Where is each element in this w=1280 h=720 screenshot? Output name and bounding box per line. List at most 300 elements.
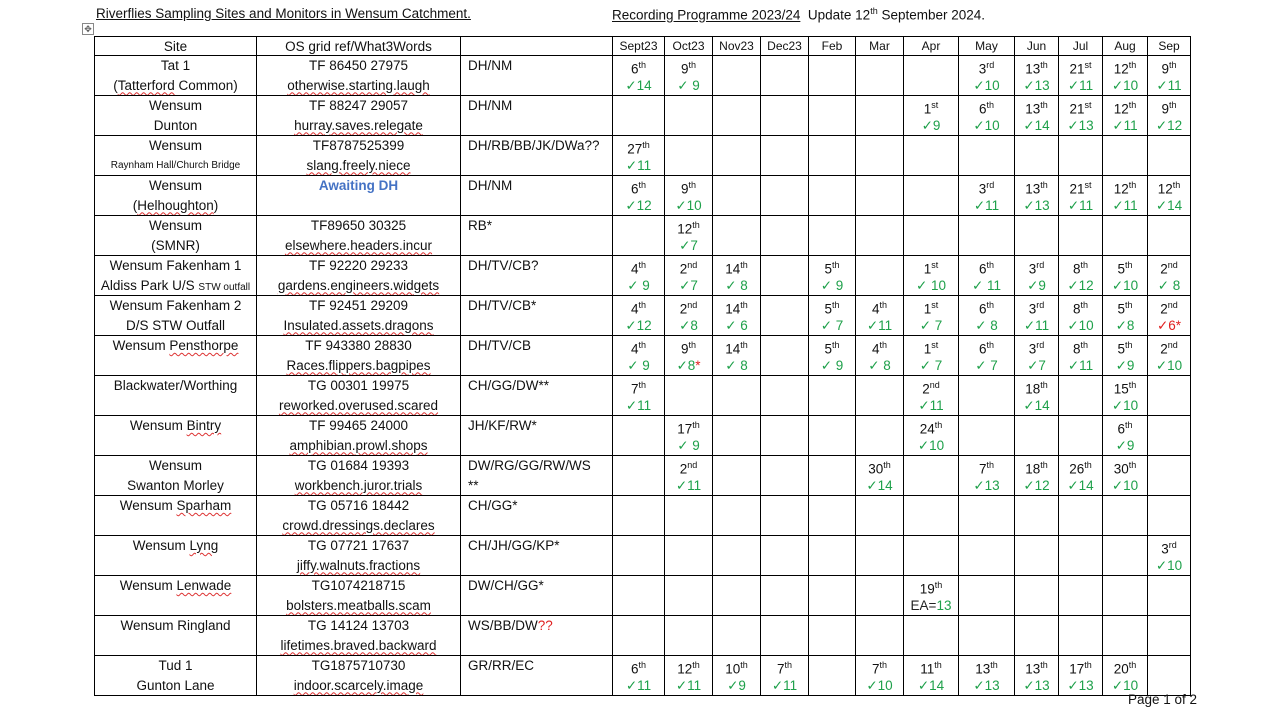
sample-cell bbox=[1148, 336, 1191, 376]
monitors-cell bbox=[461, 336, 613, 376]
date-suffix: th bbox=[1040, 660, 1048, 670]
sample-cell bbox=[904, 416, 959, 456]
date-suffix: th bbox=[1172, 180, 1181, 190]
date-suffix: rd bbox=[1036, 260, 1045, 270]
monitors: DH/NM bbox=[468, 98, 513, 113]
sample-cell bbox=[665, 416, 713, 456]
sample-cell bbox=[959, 576, 1015, 616]
sample-date: 21st bbox=[1069, 100, 1092, 117]
sample-score: ✓11 bbox=[1067, 77, 1094, 93]
sample-cell bbox=[613, 136, 665, 176]
sample-score: ✓11 bbox=[1112, 197, 1138, 213]
sample-cell bbox=[1103, 576, 1148, 616]
sample-date: 2nd bbox=[679, 260, 698, 277]
sample-score: ✓10 bbox=[1155, 557, 1183, 573]
sample-cell bbox=[959, 56, 1015, 96]
sample-cell bbox=[1103, 616, 1148, 656]
sample-cell bbox=[856, 256, 904, 296]
sample-date: 9th bbox=[680, 340, 697, 357]
sample-date: 4th bbox=[630, 300, 647, 317]
sample-cell bbox=[959, 656, 1015, 696]
sample-cell bbox=[761, 136, 809, 176]
grid-ref-cell bbox=[257, 376, 461, 416]
sample-score: ✓10 bbox=[973, 117, 1000, 133]
sample-score: ✓10 bbox=[1067, 317, 1094, 333]
sample-date: 5th bbox=[1117, 260, 1133, 277]
column-header: OS grid ref/What3Words bbox=[257, 37, 461, 56]
sample-date: 3rd bbox=[1028, 300, 1045, 317]
monitors: DH/TV/CB* bbox=[468, 298, 537, 313]
sample-score: ✓12 bbox=[1155, 117, 1183, 133]
date-suffix: th bbox=[1169, 60, 1177, 70]
sample-cell bbox=[1059, 416, 1103, 456]
date-suffix: th bbox=[1125, 300, 1133, 310]
sample-date: 12th bbox=[1113, 180, 1137, 197]
sample-score: ✓9 bbox=[727, 677, 746, 693]
sample-cell bbox=[665, 336, 713, 376]
table-row bbox=[95, 536, 1191, 576]
sample-cell bbox=[856, 56, 904, 96]
sample-date: 5th bbox=[1117, 300, 1133, 317]
grid-ref: TF8787525399 bbox=[312, 138, 405, 153]
sample-date: 2nd bbox=[1160, 340, 1178, 357]
sample-cell bbox=[1148, 416, 1191, 456]
sample-score: ✓ 7 bbox=[820, 317, 844, 333]
sample-cell bbox=[665, 96, 713, 136]
monitors: JH/KF/RW* bbox=[468, 418, 537, 433]
sample-cell bbox=[856, 296, 904, 336]
grid-ref: Awaiting DH bbox=[318, 178, 399, 193]
page-indicator: Page 1 of 2 bbox=[1128, 692, 1198, 707]
sample-cell bbox=[809, 656, 856, 696]
site-cell bbox=[95, 416, 257, 456]
sample-score: ✓11 bbox=[675, 677, 702, 693]
site-cell bbox=[95, 496, 257, 536]
sample-cell bbox=[761, 216, 809, 256]
site-name: Wensum Fakenham 1 bbox=[109, 258, 242, 273]
grid-ref: TG 05716 18442 bbox=[307, 498, 410, 513]
date-suffix: st bbox=[931, 340, 939, 350]
column-header bbox=[461, 37, 613, 56]
monitors-cell bbox=[461, 416, 613, 456]
sample-date: 30th bbox=[1113, 460, 1137, 477]
sample-cell bbox=[713, 336, 761, 376]
date-suffix: nd bbox=[1167, 300, 1178, 310]
site-name: Wensum bbox=[148, 458, 203, 473]
sample-date: 11th bbox=[920, 660, 942, 677]
sample-date: 18th bbox=[1025, 460, 1048, 477]
sample-cell bbox=[1059, 456, 1103, 496]
table-row bbox=[95, 576, 1191, 616]
date-suffix: nd bbox=[687, 460, 698, 470]
date-suffix: th bbox=[1125, 420, 1133, 430]
sample-cell bbox=[613, 256, 665, 296]
date-suffix: st bbox=[1084, 60, 1092, 70]
date-suffix: th bbox=[1040, 380, 1048, 390]
site-subname-word: Helhoughton bbox=[137, 197, 214, 213]
site-name: Wensum Pensthorpe bbox=[112, 338, 239, 353]
sample-cell bbox=[904, 536, 959, 576]
sample-cell bbox=[856, 376, 904, 416]
sample-cell bbox=[1103, 536, 1148, 576]
sample-cell bbox=[761, 616, 809, 656]
what3words: crowd.dressings.declares bbox=[282, 517, 435, 533]
sample-cell bbox=[1148, 536, 1191, 576]
sample-score: ✓12 bbox=[625, 317, 652, 333]
sample-score: ✓11 bbox=[675, 477, 702, 493]
monitors: DH/NM bbox=[468, 178, 513, 193]
sample-date: 12th bbox=[1113, 100, 1137, 117]
grid-ref-cell bbox=[257, 216, 461, 256]
sample-cell bbox=[665, 576, 713, 616]
site-name: Tud 1 bbox=[158, 658, 193, 673]
date-suffix: th bbox=[638, 340, 647, 350]
sample-cell bbox=[809, 616, 856, 656]
sample-score: ✓13 bbox=[1067, 677, 1094, 693]
date-suffix: th bbox=[1040, 180, 1048, 190]
sample-date: 12th bbox=[1113, 60, 1137, 77]
what3words: jiffy.walnuts.fractions bbox=[296, 557, 421, 573]
sample-cell bbox=[613, 576, 665, 616]
site-cell bbox=[95, 136, 257, 176]
table-row bbox=[95, 336, 1191, 376]
sample-date: 4th bbox=[630, 260, 647, 277]
sample-cell bbox=[713, 56, 761, 96]
sample-score bbox=[904, 596, 958, 616]
sample-date: 6th bbox=[978, 260, 995, 277]
sample-date: 5th bbox=[824, 300, 840, 317]
sampling-table bbox=[94, 36, 1191, 696]
sample-date: 6th bbox=[1117, 420, 1133, 437]
grid-ref-cell bbox=[257, 136, 461, 176]
grid-ref-cell bbox=[257, 176, 461, 216]
sample-score: ✓14 bbox=[1067, 477, 1094, 493]
date-suffix: th bbox=[638, 300, 647, 310]
table-row bbox=[95, 176, 1191, 216]
sample-cell bbox=[809, 136, 856, 176]
sample-date: 1st bbox=[923, 260, 939, 277]
monitors-cell bbox=[461, 376, 613, 416]
sample-date: 8th bbox=[1072, 260, 1089, 277]
grid-ref-cell bbox=[257, 256, 461, 296]
site-cell bbox=[95, 336, 257, 376]
grid-ref: TG1875710730 bbox=[311, 658, 406, 673]
sample-cell bbox=[1148, 576, 1191, 616]
date-suffix: st bbox=[1084, 100, 1092, 110]
sample-cell bbox=[613, 96, 665, 136]
date-suffix: th bbox=[832, 260, 840, 270]
date-suffix: th bbox=[986, 260, 995, 270]
grid-ref: TF 99465 24000 bbox=[308, 418, 409, 433]
sample-date: 27th bbox=[627, 140, 650, 157]
grid-ref-cell bbox=[257, 496, 461, 536]
sample-cell bbox=[613, 176, 665, 216]
sample-cell bbox=[959, 496, 1015, 536]
site-cell bbox=[95, 256, 257, 296]
date-suffix: th bbox=[740, 660, 748, 670]
date-suffix: nd bbox=[1167, 260, 1178, 270]
date-suffix: th bbox=[692, 220, 700, 230]
monitors: DH/NM bbox=[468, 58, 513, 73]
sample-date: 13th bbox=[1025, 60, 1048, 77]
sample-date: 17th bbox=[1069, 660, 1092, 677]
date-suffix: th bbox=[883, 460, 891, 470]
sample-cell bbox=[1148, 256, 1191, 296]
grid-ref-cell bbox=[257, 336, 461, 376]
sample-date: 9th bbox=[1161, 100, 1177, 117]
date-suffix: rd bbox=[986, 180, 995, 190]
sample-date: 1st bbox=[923, 300, 939, 317]
sample-date: 8th bbox=[1072, 340, 1089, 357]
site-subname-note: STW outfall bbox=[198, 281, 251, 293]
date-suffix: th bbox=[986, 100, 995, 110]
sample-score: ✓11 bbox=[1112, 117, 1138, 133]
sample-cell bbox=[761, 536, 809, 576]
sample-cell bbox=[904, 336, 959, 376]
sample-date: 6th bbox=[630, 60, 647, 77]
sample-cell bbox=[1059, 496, 1103, 536]
sample-cell bbox=[1015, 456, 1059, 496]
table-row bbox=[95, 376, 1191, 416]
score-flag: * bbox=[695, 357, 701, 373]
sample-cell bbox=[1148, 456, 1191, 496]
sample-score: ✓11 bbox=[1156, 77, 1182, 93]
site-subname: (Helhoughton) bbox=[132, 197, 219, 213]
sample-score: ✓10 bbox=[1111, 397, 1139, 413]
sample-cell bbox=[613, 616, 665, 656]
sample-cell bbox=[904, 216, 959, 256]
date-suffix: th bbox=[740, 260, 748, 270]
what3words: gardens.engineers.widgets bbox=[277, 277, 440, 293]
sample-score: ✓ 10 bbox=[915, 277, 947, 293]
sample-cell bbox=[959, 176, 1015, 216]
what3words: hurray.saves.relegate bbox=[294, 117, 423, 133]
sample-date: 6th bbox=[630, 660, 647, 677]
sample-date: 2nd bbox=[1160, 260, 1178, 277]
sample-score: ✓ 7 bbox=[919, 317, 943, 333]
sample-date: 12th bbox=[677, 660, 700, 677]
column-header: Mar bbox=[856, 37, 904, 56]
sample-score: ✓ 11 bbox=[971, 277, 1002, 293]
column-header: Site bbox=[95, 37, 257, 56]
grid-ref: TG 01684 19393 bbox=[307, 458, 410, 473]
date-suffix: th bbox=[1040, 460, 1048, 470]
sample-cell bbox=[1103, 376, 1148, 416]
table-row bbox=[95, 456, 1191, 496]
site-cell bbox=[95, 216, 257, 256]
sample-cell bbox=[809, 56, 856, 96]
sample-cell bbox=[665, 216, 713, 256]
sample-score: ✓ 7 bbox=[919, 357, 943, 373]
sample-cell bbox=[613, 56, 665, 96]
sample-date: 18th bbox=[1025, 380, 1048, 397]
sample-date: 3rd bbox=[978, 60, 995, 77]
sample-score: ✓14 bbox=[1023, 117, 1050, 133]
sample-date: 14th bbox=[725, 340, 748, 357]
sample-score: ✓ 9 bbox=[820, 277, 844, 293]
sample-score: ✓9 bbox=[1027, 277, 1046, 293]
date-suffix: st bbox=[931, 300, 939, 310]
site-name: Wensum bbox=[148, 98, 203, 113]
date-suffix: th bbox=[934, 420, 943, 430]
sample-cell bbox=[959, 216, 1015, 256]
sample-cell bbox=[1059, 616, 1103, 656]
score-value: 13 bbox=[936, 597, 952, 613]
sample-cell bbox=[856, 416, 904, 456]
sample-date: 21st bbox=[1069, 60, 1092, 77]
monitors-cell bbox=[461, 616, 613, 656]
sample-cell bbox=[1015, 656, 1059, 696]
sample-date: 6th bbox=[630, 180, 647, 197]
sample-date: 13th bbox=[1025, 180, 1048, 197]
sample-cell bbox=[1148, 296, 1191, 336]
monitors: DH/RB/BB/JK/DWa?? bbox=[468, 138, 600, 153]
sample-date: 15th bbox=[1113, 380, 1137, 397]
column-header: Feb bbox=[809, 37, 856, 56]
column-header: Sept23 bbox=[613, 37, 665, 56]
sample-cell bbox=[613, 296, 665, 336]
monitors-cell bbox=[461, 656, 613, 696]
sample-cell bbox=[959, 616, 1015, 656]
sample-score: ✓13 bbox=[1023, 77, 1050, 93]
monitors: CH/GG/DW** bbox=[468, 378, 549, 393]
sample-score: ✓11 bbox=[625, 397, 652, 413]
column-header: Jun bbox=[1015, 37, 1059, 56]
monitors-flag: ?? bbox=[537, 618, 553, 633]
sample-score: ✓11 bbox=[771, 677, 798, 693]
sample-date: 1st bbox=[923, 100, 939, 117]
sample-score: ✓10 bbox=[675, 197, 702, 213]
sample-cell bbox=[613, 496, 665, 536]
sample-cell bbox=[1148, 96, 1191, 136]
sample-date: 5th bbox=[1117, 340, 1133, 357]
date-suffix: th bbox=[1125, 340, 1133, 350]
date-suffix: nd bbox=[687, 300, 698, 310]
sample-score: ✓ 8 bbox=[975, 317, 998, 333]
sample-cell bbox=[959, 536, 1015, 576]
site-name: Wensum Ringland bbox=[120, 618, 231, 633]
sample-score: ✓7 bbox=[1027, 357, 1046, 373]
sample-cell bbox=[959, 296, 1015, 336]
date-suffix: th bbox=[832, 300, 840, 310]
sample-cell bbox=[904, 616, 959, 656]
site-name: Wensum Lenwade bbox=[119, 578, 232, 593]
sample-cell bbox=[856, 536, 904, 576]
table-row bbox=[95, 56, 1191, 96]
sample-cell bbox=[713, 536, 761, 576]
sample-cell bbox=[856, 656, 904, 696]
sample-date: 20th bbox=[1113, 660, 1137, 677]
sample-cell bbox=[1103, 496, 1148, 536]
sample-score: ✓8 bbox=[1115, 317, 1135, 333]
grid-ref: TF 88247 29057 bbox=[308, 98, 409, 113]
date-suffix: th bbox=[879, 340, 888, 350]
sample-date: 1st bbox=[923, 340, 939, 357]
grid-ref-cell bbox=[257, 296, 461, 336]
date-suffix: th bbox=[934, 580, 943, 590]
grid-ref: TG1074218715 bbox=[311, 578, 406, 593]
update-date: Update 12th September 2024. bbox=[807, 6, 986, 23]
sample-date: 24th bbox=[919, 420, 943, 437]
sample-cell bbox=[713, 216, 761, 256]
site-name: Wensum Sparham bbox=[119, 498, 232, 513]
document-title: Riverflies Sampling Sites and Monitors in Wensum Catchment. bbox=[96, 6, 471, 21]
grid-ref-cell bbox=[257, 616, 461, 656]
date-suffix: th bbox=[638, 380, 647, 390]
what3words: elsewhere.headers.incur bbox=[284, 237, 433, 253]
sample-date: 7th bbox=[871, 660, 888, 677]
sample-cell bbox=[856, 136, 904, 176]
date-suffix: th bbox=[740, 300, 748, 310]
sample-score: ✓13 bbox=[1023, 677, 1050, 693]
what3words: indoor.scarcely.image bbox=[293, 677, 424, 693]
what3words: bolsters.meatballs.scam bbox=[286, 597, 431, 613]
grid-ref-cell bbox=[257, 56, 461, 96]
sample-score: ✓8* bbox=[676, 357, 701, 373]
monitors: CH/JH/GG/KP* bbox=[468, 538, 560, 553]
site-name-word: Bintry bbox=[186, 418, 222, 433]
sample-score: ✓14 bbox=[625, 77, 652, 93]
sample-cell bbox=[856, 176, 904, 216]
sample-cell bbox=[761, 56, 809, 96]
monitors-cell bbox=[461, 56, 613, 96]
date-suffix: th bbox=[1080, 260, 1089, 270]
grid-ref: TG 00301 19975 bbox=[307, 378, 410, 393]
sample-date: 4th bbox=[630, 340, 647, 357]
sample-score: ✓11 bbox=[1023, 317, 1050, 333]
table-move-handle-icon[interactable]: ✥ bbox=[82, 23, 94, 35]
date-suffix: st bbox=[931, 100, 939, 110]
site-name: Wensum bbox=[148, 218, 203, 233]
sample-cell bbox=[761, 456, 809, 496]
sample-score: ✓ 9 bbox=[677, 437, 700, 453]
sample-cell bbox=[1148, 176, 1191, 216]
sample-date: 8th bbox=[1072, 300, 1089, 317]
table-row bbox=[95, 656, 1191, 696]
programme-label: Recording Programme 2023/24 bbox=[612, 7, 801, 23]
sample-cell bbox=[809, 536, 856, 576]
sample-date: 2nd bbox=[679, 300, 698, 317]
sample-cell bbox=[665, 296, 713, 336]
date-suffix: th bbox=[1128, 180, 1137, 190]
sample-cell bbox=[1015, 176, 1059, 216]
site-name-word: Sparham bbox=[176, 498, 232, 513]
site-cell bbox=[95, 376, 257, 416]
site-name: Wensum Lyng bbox=[132, 538, 219, 553]
sample-score: ✓ 9 bbox=[627, 277, 650, 293]
monitors-cell bbox=[461, 176, 613, 216]
sample-date: 4th bbox=[871, 340, 888, 357]
sample-cell bbox=[1148, 496, 1191, 536]
sample-date: 7th bbox=[776, 660, 793, 677]
sample-cell bbox=[761, 656, 809, 696]
sample-score: ✓13 bbox=[973, 677, 1000, 693]
sample-date: 6th bbox=[978, 100, 995, 117]
sample-cell bbox=[613, 336, 665, 376]
sample-cell bbox=[1148, 216, 1191, 256]
sample-score: ✓13 bbox=[1023, 197, 1050, 213]
sample-cell bbox=[1059, 96, 1103, 136]
sample-cell bbox=[1059, 336, 1103, 376]
sample-cell bbox=[904, 96, 959, 136]
sample-date: 10th bbox=[725, 660, 748, 677]
sample-date: 17th bbox=[677, 420, 700, 437]
sample-score: ✓6* bbox=[1156, 317, 1182, 333]
date-suffix: th bbox=[638, 180, 647, 190]
date-suffix: nd bbox=[1167, 340, 1178, 350]
sample-cell bbox=[856, 336, 904, 376]
site-cell bbox=[95, 176, 257, 216]
